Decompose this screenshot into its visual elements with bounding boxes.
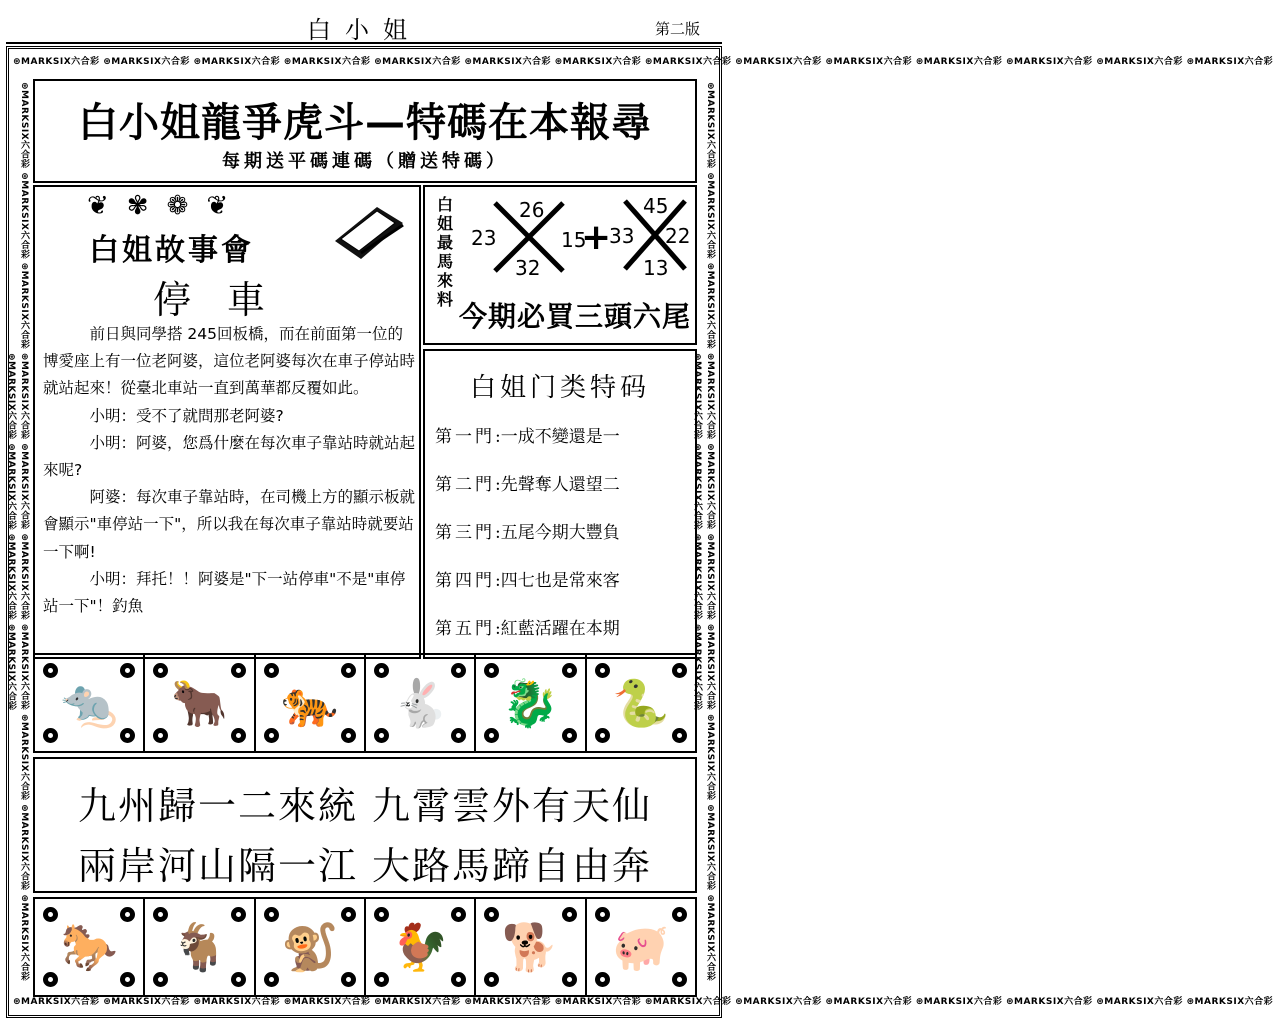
special-line-text: :先聲奪人還望二 bbox=[495, 475, 620, 495]
coin-dot-icon bbox=[231, 907, 246, 922]
coin-dot-icon bbox=[231, 972, 246, 987]
pick-number: 23 bbox=[471, 226, 497, 250]
zodiac-cell bbox=[145, 655, 255, 751]
coin-dot-icon bbox=[484, 907, 499, 922]
pick-caption: 今期必買三頭六尾 bbox=[459, 300, 692, 333]
special-line bbox=[435, 509, 691, 557]
special-line-text: :五尾今期大豐負 bbox=[495, 523, 620, 543]
story-section-title: 白姐故事會 bbox=[89, 233, 254, 268]
story-paragraph: 小明：阿婆，您爲什麼在每次車子靠站時就站起來呢? bbox=[43, 433, 416, 480]
coin-dot-icon bbox=[43, 907, 58, 922]
masthead bbox=[6, 4, 722, 44]
masthead-title: 白小姐 bbox=[307, 16, 421, 44]
coin-dot-icon bbox=[672, 728, 687, 743]
horse-icon: 🐎 bbox=[60, 920, 118, 974]
special-line-text: :一成不變還是一 bbox=[495, 427, 620, 447]
special-line-label: 第二門 bbox=[435, 475, 495, 495]
coin-dot-icon bbox=[264, 907, 279, 922]
story-body bbox=[43, 321, 415, 620]
border-strip-bottom: ⊛MARKSIX六合彩 ⊛MARKSIX六合彩 ⊛MARKSIX六合彩 ⊛MARKSIX六合彩 ⊛MARKSIX六合彩 ⊛MARKSIX六合彩 ⊛MARKSIX六合彩 ⊛MARKSIX六合彩 ⊛MARKSIX六合彩 ⊛MARKSIX六合彩 ⊛MARKSIX六合彩 ⊛MARKSIX六合彩 ⊛MARKSIX六合彩 ⊛MARKSIX六合彩 bbox=[13, 997, 1273, 1007]
coin-dot-icon bbox=[153, 907, 168, 922]
coin-dot-icon bbox=[43, 663, 58, 678]
pick-number: 32 bbox=[515, 256, 541, 280]
coin-dot-icon bbox=[451, 907, 466, 922]
story-title: 停車 bbox=[152, 278, 301, 322]
special-line bbox=[435, 413, 691, 461]
coin-dot-icon bbox=[484, 728, 499, 743]
coin-dot-icon bbox=[374, 907, 389, 922]
pick-number: 13 bbox=[643, 256, 669, 280]
special-lines bbox=[435, 413, 691, 653]
coin-dot-icon bbox=[374, 663, 389, 678]
tiger-icon: 🐅 bbox=[281, 676, 339, 730]
pig-icon: 🐖 bbox=[612, 920, 670, 974]
rabbit-icon: 🐇 bbox=[391, 676, 449, 730]
border-strip-right: ⊛MARKSIX六合彩 ⊛MARKSIX六合彩 ⊛MARKSIX六合彩 ⊛MARKSIX六合彩 ⊛MARKSIX六合彩 ⊛MARKSIX六合彩 ⊛MARKSIX六合彩 ⊛MARKSIX六合彩 ⊛MARKSIX六合彩 ⊛MARKSIX六合彩 ⊛MARKSIX六合彩 ⊛MARKSIX六合彩 ⊛MARKSIX六合彩 ⊛MARKSIX六合彩 bbox=[692, 82, 715, 982]
coin-dot-icon bbox=[451, 728, 466, 743]
coin-dot-icon bbox=[153, 728, 168, 743]
book-icon bbox=[331, 201, 407, 263]
pick-box bbox=[423, 185, 697, 345]
flower-decoration-icon: ❦✾❁❦ bbox=[87, 191, 247, 221]
zodiac-cell bbox=[476, 655, 586, 751]
goat-icon: 🐐 bbox=[170, 920, 229, 974]
dog-icon: 🐕 bbox=[501, 920, 560, 974]
zodiac-cell bbox=[587, 899, 695, 995]
coin-dot-icon bbox=[120, 972, 135, 987]
special-line-label: 第三門 bbox=[435, 523, 495, 543]
coin-dot-icon bbox=[231, 663, 246, 678]
edition-label: 第二版 bbox=[654, 20, 700, 38]
special-code-box bbox=[423, 349, 697, 659]
subheadline: 每期送平碼連碼（贈送特碼） bbox=[222, 151, 508, 172]
coin-dot-icon bbox=[562, 972, 577, 987]
coin-dot-icon bbox=[43, 728, 58, 743]
coin-dot-icon bbox=[264, 972, 279, 987]
zodiac-cell bbox=[587, 655, 695, 751]
zodiac-cell bbox=[256, 899, 366, 995]
newspaper-page bbox=[6, 4, 1273, 1018]
snake-icon: 🐍 bbox=[612, 676, 670, 730]
rooster-icon: 🐓 bbox=[391, 920, 449, 974]
pick-number: 26 bbox=[519, 198, 545, 222]
zodiac-cell bbox=[35, 899, 145, 995]
plus-sign: + bbox=[581, 217, 612, 258]
coin-dot-icon bbox=[672, 663, 687, 678]
coin-dot-icon bbox=[451, 972, 466, 987]
verse-box bbox=[33, 757, 697, 893]
rat-icon: 🐀 bbox=[60, 676, 118, 730]
zodiac-cell bbox=[256, 655, 366, 751]
pick-numbers bbox=[459, 191, 695, 281]
border-strip-left: ⊛MARKSIX六合彩 ⊛MARKSIX六合彩 ⊛MARKSIX六合彩 ⊛MARKSIX六合彩 ⊛MARKSIX六合彩 ⊛MARKSIX六合彩 ⊛MARKSIX六合彩 ⊛MARKSIX六合彩 ⊛MARKSIX六合彩 ⊛MARKSIX六合彩 ⊛MARKSIX六合彩 ⊛MARKSIX六合彩 ⊛MARKSIX六合彩 ⊛MARKSIX六合彩 bbox=[6, 82, 29, 982]
special-line-text: :紅藍活躍在本期 bbox=[495, 619, 620, 639]
ox-icon: 🐂 bbox=[170, 676, 229, 730]
coin-dot-icon bbox=[264, 663, 279, 678]
special-line bbox=[435, 557, 691, 605]
coin-dot-icon bbox=[374, 728, 389, 743]
coin-dot-icon bbox=[341, 972, 356, 987]
pick-number: 15 bbox=[561, 228, 587, 252]
story-paragraph: 前日與同學搭 245回板橋，而在前面第一位的博愛座上有一位老阿婆，這位老阿婆每次在車子停站時就站起來！從臺北車站一直到萬華都反覆如此。 bbox=[43, 325, 416, 398]
coin-dot-icon bbox=[672, 972, 687, 987]
zodiac-cell bbox=[145, 899, 255, 995]
coin-dot-icon bbox=[595, 728, 610, 743]
coin-dot-icon bbox=[562, 907, 577, 922]
coin-dot-icon bbox=[153, 663, 168, 678]
dragon-icon: 🐉 bbox=[501, 676, 560, 730]
zodiac-cell bbox=[366, 899, 476, 995]
monkey-icon: 🐒 bbox=[281, 920, 339, 974]
coin-dot-icon bbox=[120, 663, 135, 678]
coin-dot-icon bbox=[451, 663, 466, 678]
pick-number: 22 bbox=[665, 224, 691, 248]
zodiac-row-top bbox=[33, 653, 697, 753]
page-frame bbox=[6, 46, 1273, 1018]
coin-dot-icon bbox=[595, 972, 610, 987]
pick-number: 45 bbox=[643, 194, 669, 218]
pick-number: 33 bbox=[609, 224, 635, 248]
coin-dot-icon bbox=[562, 728, 577, 743]
story-paragraph: 小明：拜托！！阿婆是"下一站停車"不是"車停站一下"！釣魚 bbox=[43, 569, 406, 616]
coin-dot-icon bbox=[341, 907, 356, 922]
special-line bbox=[435, 461, 691, 509]
story-box bbox=[33, 185, 421, 659]
coin-dot-icon bbox=[595, 663, 610, 678]
coin-dot-icon bbox=[153, 972, 168, 987]
story-paragraph: 小明：受不了就問那老阿婆? bbox=[89, 406, 284, 425]
coin-dot-icon bbox=[562, 663, 577, 678]
coin-dot-icon bbox=[595, 907, 610, 922]
coin-dot-icon bbox=[264, 728, 279, 743]
special-line-text: :四七也是常來客 bbox=[495, 571, 620, 591]
coin-dot-icon bbox=[120, 907, 135, 922]
zodiac-row-bottom bbox=[33, 897, 697, 997]
coin-dot-icon bbox=[341, 663, 356, 678]
zodiac-cell bbox=[35, 655, 145, 751]
pick-vertical-label: 白姐最馬來料 bbox=[436, 195, 453, 309]
headline: 白小姐龍爭虎斗—特碼在本報尋 bbox=[78, 100, 652, 146]
coin-dot-icon bbox=[120, 728, 135, 743]
border-strip-top: ⊛MARKSIX六合彩 ⊛MARKSIX六合彩 ⊛MARKSIX六合彩 ⊛MARKSIX六合彩 ⊛MARKSIX六合彩 ⊛MARKSIX六合彩 ⊛MARKSIX六合彩 ⊛MARKSIX六合彩 ⊛MARKSIX六合彩 ⊛MARKSIX六合彩 ⊛MARKSIX六合彩 ⊛MARKSIX六合彩 ⊛MARKSIX六合彩 ⊛MARKSIX六合彩 bbox=[13, 57, 1273, 67]
story-paragraph: 阿婆：每次車子靠站時，在司機上方的顯示板就會顯示"車停站一下"，所以我在每次車子靠站時就要站一下啊! bbox=[43, 488, 416, 561]
coin-dot-icon bbox=[672, 907, 687, 922]
special-title: 白姐门类特码 bbox=[469, 373, 650, 403]
special-line-label: 第五門 bbox=[435, 619, 495, 639]
zodiac-cell bbox=[476, 899, 586, 995]
special-line bbox=[435, 605, 691, 653]
coin-dot-icon bbox=[484, 663, 499, 678]
coin-dot-icon bbox=[231, 728, 246, 743]
coin-dot-icon bbox=[43, 972, 58, 987]
special-line-label: 第一門 bbox=[435, 427, 495, 447]
headline-box bbox=[33, 79, 697, 183]
special-line-label: 第四門 bbox=[435, 571, 495, 591]
verse-line: 九州歸一二來統 九霄雲外有天仙 bbox=[77, 784, 653, 828]
verse-line: 兩岸河山隔一江 大路馬蹄自由奔 bbox=[77, 844, 653, 888]
coin-dot-icon bbox=[484, 972, 499, 987]
coin-dot-icon bbox=[374, 972, 389, 987]
zodiac-cell bbox=[366, 655, 476, 751]
coin-dot-icon bbox=[341, 728, 356, 743]
